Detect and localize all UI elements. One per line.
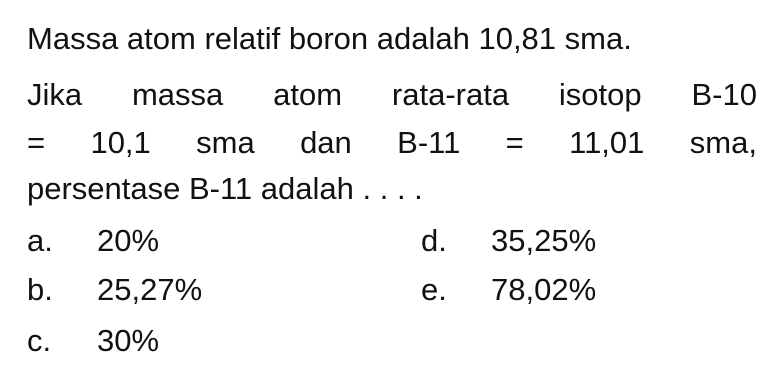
option-value: 30% xyxy=(97,323,160,358)
option-value: 25,27% xyxy=(97,272,203,307)
question-line-2 xyxy=(27,76,757,114)
question-word: rata-rata xyxy=(391,77,510,112)
option-letter: b. xyxy=(27,272,53,307)
question-word: B-11 xyxy=(397,125,461,160)
question-word: 11,01 xyxy=(569,125,645,160)
option-letter: d. xyxy=(421,223,447,258)
question-word: massa xyxy=(131,77,224,112)
option-e[interactable] xyxy=(421,271,596,309)
option-value: 78,02% xyxy=(491,272,597,307)
option-b[interactable] xyxy=(27,271,202,309)
option-value: 35,25% xyxy=(491,223,597,258)
question-word: Jika xyxy=(27,77,83,112)
question-word: sma, xyxy=(689,125,757,160)
question-word: = xyxy=(505,125,524,160)
option-value: 20% xyxy=(97,223,160,258)
question-word: B-10 xyxy=(691,77,757,112)
option-d[interactable] xyxy=(421,222,596,260)
question-word: atom xyxy=(273,77,343,112)
question-line-4: persentase B-11 adalah . . . . xyxy=(27,171,423,206)
option-c[interactable] xyxy=(27,322,159,360)
question-line-3 xyxy=(27,124,757,162)
question-line-1: Massa atom relatif boron adalah 10,81 sma. xyxy=(27,21,632,56)
question-word: dan xyxy=(300,125,352,160)
option-letter: e. xyxy=(421,272,447,307)
question-word: sma xyxy=(196,125,255,160)
option-letter: a. xyxy=(27,223,53,258)
question-word: = xyxy=(27,125,46,160)
option-a[interactable] xyxy=(27,222,159,260)
option-letter: c. xyxy=(27,323,52,358)
question-word: 10,1 xyxy=(90,125,151,160)
question-word: isotop xyxy=(558,77,642,112)
